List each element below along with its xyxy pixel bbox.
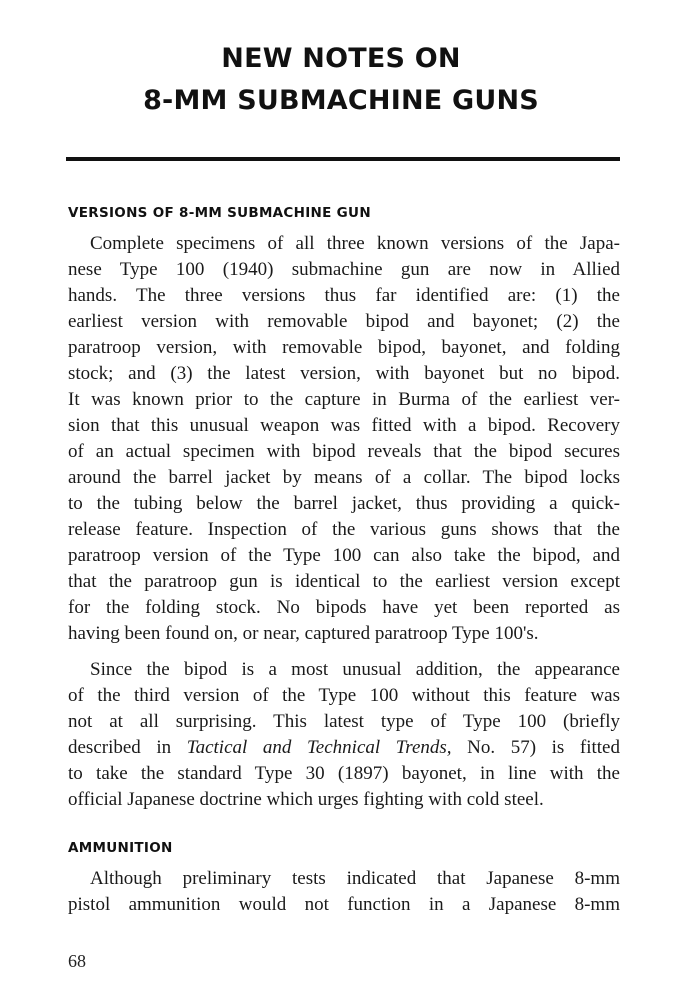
page-title <box>0 38 682 122</box>
text-line: Although preliminary tests indicated that Japanese 8-mm <box>90 868 620 889</box>
text-line: paratroop version of the Type 100 can also take the bipod, and <box>68 545 620 566</box>
text-line: of the third version of the Type 100 without this feature was <box>68 685 620 706</box>
text-line: release feature. Inspection of the various guns shows that the <box>68 519 620 540</box>
paragraph-versions-1 <box>68 231 620 647</box>
section-heading-versions: VERSIONS OF 8-MM SUBMACHINE GUN <box>68 205 371 221</box>
section-heading-ammunition: AMMUNITION <box>68 840 173 856</box>
text-line: Complete specimens of all three known versions of the Japa- <box>90 233 620 254</box>
text-line: official Japanese doctrine which urges fighting with cold steel. <box>68 789 544 810</box>
text-span: described in <box>68 737 187 758</box>
text-line: earliest version with removable bipod and bayonet; (2) the <box>68 311 620 332</box>
text-line-with-italic <box>68 735 620 761</box>
text-line: pistol ammunition would not function in a Japanese 8-mm <box>68 894 620 915</box>
page-number: 68 <box>68 951 86 971</box>
text-line: paratroop version, with removable bipod, bayonet, and folding <box>68 337 620 358</box>
text-line: for the folding stock. No bipods have yet been reported as <box>68 597 620 618</box>
text-line: to take the standard Type 30 (1897) bayonet, in line with the <box>68 763 620 784</box>
text-line: hands. The three versions thus far identified are: (1) the <box>68 285 620 306</box>
paragraph-versions-2 <box>68 657 620 813</box>
title-line-2: 8-MM SUBMACHINE GUNS <box>143 85 539 116</box>
text-line: around the barrel jacket by means of a collar. The bipod locks <box>68 467 620 488</box>
text-span: No. 57) is fitted <box>451 737 620 758</box>
text-line: It was known prior to the capture in Burma of the earliest ver- <box>68 389 620 410</box>
text-line: Since the bipod is a most unusual addition, the appearance <box>90 659 620 680</box>
text-line: not at all surprising. This latest type of Type 100 (briefly <box>68 711 620 732</box>
text-line: having been found on, or near, captured paratroop Type 100's. <box>68 623 539 644</box>
italic-publication-title: Tactical and Technical Trends, <box>186 737 452 758</box>
title-divider-rule <box>66 157 620 161</box>
paragraph-ammunition-1 <box>68 866 620 918</box>
text-line: sion that this unusual weapon was fitted with a bipod. Recovery <box>68 415 620 436</box>
text-line: nese Type 100 (1940) submachine gun are now in Allied <box>68 259 620 280</box>
text-line: to the tubing below the barrel jacket, thus providing a quick- <box>68 493 620 514</box>
text-line: stock; and (3) the latest version, with bayonet but no bipod. <box>68 363 620 384</box>
text-line: that the paratroop gun is identical to the earliest version except <box>68 571 620 592</box>
text-line: of an actual specimen with bipod reveals that the bipod secures <box>68 441 620 462</box>
title-line-1: NEW NOTES ON <box>221 43 461 74</box>
